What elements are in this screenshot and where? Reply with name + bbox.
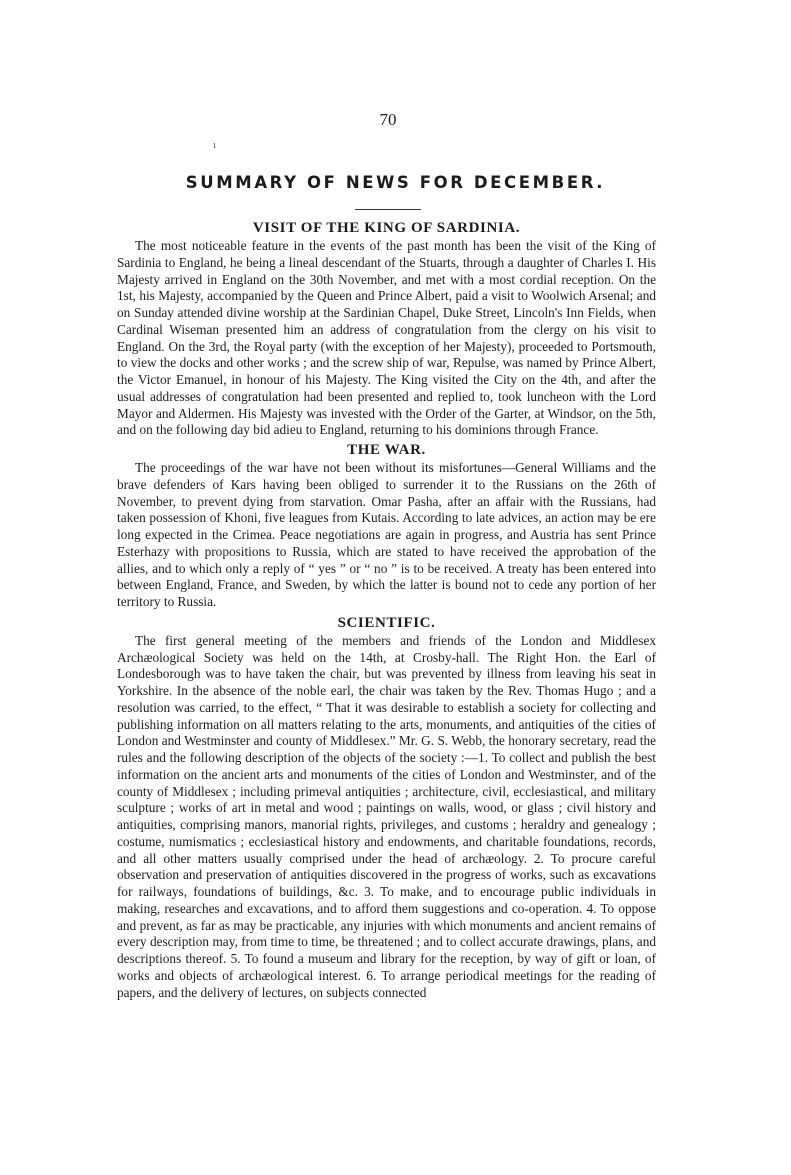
tick-mark: ı: [213, 140, 216, 151]
page-number: 70: [379, 110, 397, 129]
page-title: SUMMARY OF NEWS FOR DECEMBER.: [185, 173, 606, 192]
section-paragraph-the-war: The proceedings of the war have not been without its misfortunes—General Williams and the brave defenders of Kars having been obliged to surrender it to the Russians on the 26th of November, to prevent dying from starvation. Omar Pasha, after an affair with the Russians, had taken possession of Khoni, five leagues from Kutais. According to late advices, an action may be ere long expected in the Crimea. Peace negotiations are again in progress, and Austria has sent Prince Esterhazy with propositions to Russia, which are stated to have received the approbation of the allies, and to which only a reply of “ yes ” or “ no ” is to be received. A treaty has been entered into between England, France, and Sweden, by which the latter is bound not to cede any portion of her territory to Russia.: [117, 460, 656, 609]
section-paragraph-scientific: The first general meeting of the members and friends of the London and Middlesex Archæological Society was held on the 14th, at Crosby-hall. The Right Hon. the Earl of Londesborough was to have taken the chair, but was prevented by illness from leaving his seat in Yorkshire. In the absence of the noble earl, the chair was taken by the Rev. Thomas Hugo ; and a resolution was carried, to the effect, “ That it was desirable to establish a society for collecting and publishing information on all matters relating to the arts, monuments, and antiquities of the cities of London and Westminster and county of Middlesex.” Mr. G. S. Webb, the honorary secretary, read the rules and the following description of the objects of the society :—1. To collect and publish the best information on the ancient arts and monuments of the cities of London and Westminster, and of the county of Middlesex ; including primeval antiquities ; architecture, civil, ecclesiastical, and military sculpture ; works of art in metal and wood ; paintings on walls, wood, or glass ; civil history and antiquities, comprising manors, manorial rights, privileges, and customs ; heraldry and genealogy ; costume, numismatics ; ecclesiastical history and endowments, and charitable foundations, records, and all other matters usually comprised under the head of archæology. 2. To procure careful observation and preservation of antiquities discovered in the progress of works, such as excavations for railways, foundations of buildings, &c. 3. To make, and to encourage public individuals in making, researches and excavations, and to afford them suggestions and co-operation. 4. To oppose and prevent, as far as may be practicable, any injuries with which monuments and ancient remains of every description may, from time to time, be threatened ; and to collect accurate drawings, plans, and descriptions thereof. 5. To found a museum and library for the reception, by way of gift or loan, of works and objects of archæological interest. 6. To arrange periodical meetings for the reading of papers, and the delivery of lectures, on subjects connected: [117, 632, 656, 1000]
section-heading-scientific: SCIENTIFIC.: [337, 614, 436, 631]
section-heading-the-war: THE WAR.: [347, 442, 426, 458]
title-divider: [355, 209, 421, 210]
section-paragraph-king-of-sardinia: The most noticeable feature in the events of the past month has been the visit of the King of Sardinia to England, he being a lineal descendant of the Stuarts, through a daughter of Charles I. His Majesty arrived in England on the 30th November, and met with a most cordial reception. On the 1st, his Majesty, accompanied by the Queen and Prince Albert, paid a visit to Woolwich Arsenal; and on Sunday attended divine worship at the Sardinian Chapel, Duke Street, Lincoln's Inn Fields, when Cardinal Wiseman presented him an address of congratulation from the clergy on his visit to England. On the 3rd, the Royal party (with the exception of her Majesty), proceeded to Portsmouth, to view the docks and other works ; and the screw ship of war, Repulse, was named by Prince Albert, the Victor Emanuel, in honour of his Majesty. The King visited the City on the 4th, and after the usual addresses of congratulation had been presented and replied to, took luncheon with the Lord Mayor and Aldermen. His Majesty was invested with the Order of the Garter, at Windsor, on the 5th, and on the following day bid adieu to England, returning to his dominions through France.: [117, 238, 656, 438]
article-body: [117, 218, 656, 1001]
section-heading-king-of-sardinia: VISIT OF THE KING OF SARDINIA.: [252, 220, 521, 236]
